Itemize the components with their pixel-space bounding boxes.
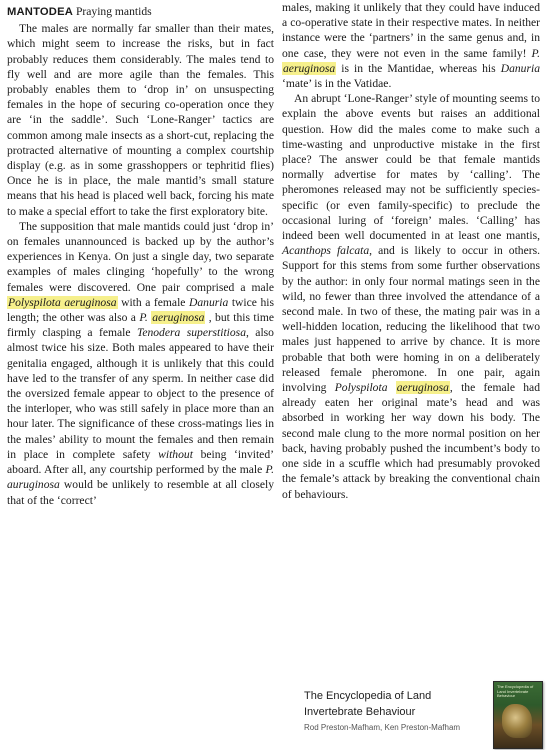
book-citation[interactable] xyxy=(304,688,484,734)
paragraph-4: An abrupt ‘Lone-Ranger’ style of mounting seems to explain the above events but raises an additional question. How did the males come to make such a time-wasting and unproductive mistake in the first place? The answer could be that female mantids normally advertise for mates by ‘calling’. The pheromones released may not be sufficiently species-specific (or even family-specific) to preclude the occasional luring of ‘foreign’ males. ‘Calling’ has indeed been well documented in at least one mantis, Acanthops falcata, and is likely to occur in others. Support for this stems from some further observations by the author: in only four normal matings seen in the wild, no fewer than three involved the attendance of a second male. In two of these, the mating pair was in a well-hidden location, reducing the likelihood that two males just happened to arrive by chance. It is more probable that both were homing in on a deliberately released female pheromone. In one pair, again involving Polyspilota aeruginosa, the female had already eaten her original mate’s head and was absorbed in working her way down his body. The second male clung to the more normal position on her back, having probably pushed the incumbent’s body to one side in a scuffle which had presumably provoked the female’s attack by breaking the conventional chain of behaviours. xyxy=(282,92,540,501)
right-column xyxy=(282,0,540,502)
paragraph-2: The supposition that male mantids could just ‘drop in’ on females unannounced is backed up by the author’s experiences in Kenya. On just a single day, two separate examples of males clinging ‘hopefully’ to the wrong females were discovered. One pair comprised a male Polyspilota aeruginosa with a female Danuria twice his length; the other was also a P. aeruginosa , but this time firmly clasping a female Tenodera superstitiosa, also almost twice his size. Both males appeared to have their genitalia engaged, although it is unlikely that this could have led to the transfer of any sperm. In neither case did the oversized female appear to object to the presence of the interloper, who was still safely in place more than an hour later. The significance of these cross-matings lies in the males’ ability to mount the females and then remain in place in complete safety without being ‘invited’ aboard. After all, any courtship performed by the male P. auruginosa would be unlikely to resemble at all closely that of the ‘correct’ xyxy=(7,219,274,507)
book-cover-image[interactable] xyxy=(493,681,543,749)
cover-artwork xyxy=(502,704,532,738)
species-name: Acanthops falcata xyxy=(282,244,370,258)
paragraph-1: The males are normally far smaller than their mates, which might seem to increase the risks, but in fact probably reduces them considerably. The males tend to fly well and are more agile than the females. This probably enables them to ‘drop in’ on unsuspecting females in the hope of securing co-operation once they are ‘in the saddle’. Such ‘Lone-Ranger’ tactics are common among male insects as a short-cut, replacing the protracted alternative of mounting a complex courtship display (e.g. as in some grasshoppers or tephritid flies) Once he is in place, the male mantid’s small stature means that his head is placed well back, forcing his mate to make a special effort to take the first exploratory bite. xyxy=(7,22,274,218)
book-cover-title: The Encyclopedia of Land Invertebrate Behaviour xyxy=(497,684,534,698)
book-authors: Rod Preston-Mafham, Ken Preston-Mafham xyxy=(304,723,461,732)
heading-order-name: MANTODEA xyxy=(7,6,74,18)
section-heading xyxy=(7,4,274,20)
paragraph-3: males, making it unlikely that they could have induced a co-operative state in their respective mates. In neither instance were the ‘partners’ in the same genus and, in one case, they were not even in the same family! P. aeruginosa is in the Mantidae, whereas his Danuria ‘mate’ is in the Vatidae. xyxy=(282,1,540,91)
left-column xyxy=(7,0,274,508)
heading-common-name: Praying mantids xyxy=(73,5,152,18)
highlighted-species: Polyspilota aeruginosa xyxy=(8,295,117,309)
highlighted-species: aeruginosa xyxy=(152,311,205,325)
book-title-line-2[interactable]: Invertebrate Behaviour xyxy=(304,706,416,718)
genus-name: Danuria xyxy=(188,295,229,309)
highlighted-species: aeruginosa xyxy=(396,381,449,395)
book-title-line-1[interactable]: The Encyclopedia of Land xyxy=(304,690,432,702)
genus-name: Polyspilota xyxy=(334,381,388,395)
species-name: Tenodera superstitiosa xyxy=(136,326,246,340)
genus-name: Danuria xyxy=(500,61,540,75)
highlighted-species: aeruginosa xyxy=(283,61,336,75)
species-name: P. auruginosa xyxy=(7,463,274,492)
